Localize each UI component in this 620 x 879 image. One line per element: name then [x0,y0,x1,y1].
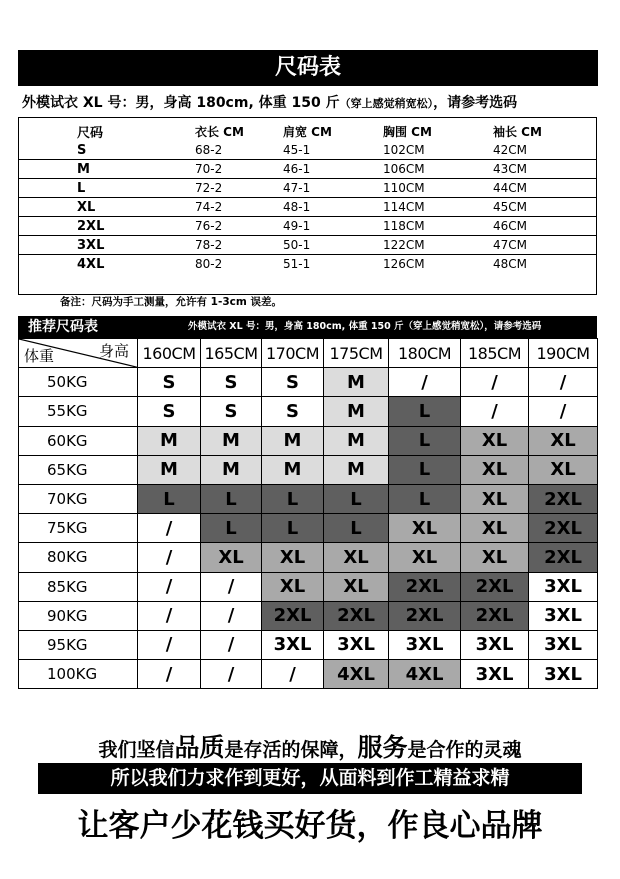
size-cell: 2XL [262,601,324,630]
size-cell: XL [529,426,598,455]
measurement-cell-length: 68-2 [195,141,283,160]
size-cell: L [389,397,461,426]
measurement-cell-shoulder: 46-1 [283,160,383,179]
size-cell: / [262,660,324,689]
size-cell: XL [461,426,529,455]
size-cell: L [138,484,201,513]
size-cell: XL [201,543,262,572]
weight-label: 95KG [19,630,138,659]
measurement-cell-sleeve: 42CM [493,141,596,160]
model-fit-paren: （穿上感觉稍宽松） [339,97,434,110]
measurement-row [19,141,596,160]
size-cell: 2XL [389,572,461,601]
measurement-row [19,160,596,179]
weight-label: 60KG [19,426,138,455]
measurement-cell-chest: 126CM [383,257,425,271]
measurement-cell-sleeve: 47CM [493,236,596,255]
header-chest: 胸围 CM [383,125,432,139]
measurement-cell-sleeve: 44CM [493,179,596,198]
measurement-cell-size: XL [19,198,195,217]
measurement-cell-sleeve: 45CM [493,198,596,217]
size-cell: L [262,484,324,513]
slogan-line-1 [0,728,620,764]
size-cell: 2XL [389,601,461,630]
size-cell: XL [529,455,598,484]
measurement-cell-shoulder: 45-1 [283,141,383,160]
measurement-cell-shoulder: 47-1 [283,179,383,198]
size-cell: L [201,484,262,513]
weight-label: 70KG [19,484,138,513]
size-cell: XL [461,484,529,513]
size-cell: / [138,543,201,572]
size-cell: XL [262,543,324,572]
model-fit-tail: ，请参考选码 [433,95,518,111]
recommend-row [19,484,598,513]
header-shoulder: 肩宽 CM [283,125,332,139]
recommend-body [19,368,598,689]
page-title: 尺码表 [18,50,598,86]
size-cell: 3XL [324,630,389,659]
size-cell: L [389,426,461,455]
measurement-cell-shoulder: 50-1 [283,236,383,255]
size-cell: XL [324,543,389,572]
size-cell: XL [389,514,461,543]
size-cell: / [201,601,262,630]
measurement-cell-chest: 114CM [383,198,493,217]
weight-label: 85KG [19,572,138,601]
recommend-header-bar [18,316,597,338]
size-cell: L [324,484,389,513]
slogan-1-part-1: 我们坚信 [98,739,175,761]
recommend-row [19,543,598,572]
measurement-cell-chest: 122CM [383,236,493,255]
measurement-cell-length: 72-2 [195,179,283,198]
recommend-size-table [18,338,598,689]
measurement-cell-size: 4XL [77,256,105,272]
model-fit-main: 外模试衣 XL 号：男，身高 180cm, 体重 150 斤 [22,95,340,111]
measurement-row [19,217,596,236]
size-cell: / [138,601,201,630]
size-cell: / [461,368,529,397]
size-cell: / [138,514,201,543]
measurement-row [19,179,596,198]
size-cell: XL [461,543,529,572]
corner-height-label: 身高 [98,342,129,360]
size-cell: M [324,368,389,397]
size-cell: 3XL [461,660,529,689]
measurement-cell-sleeve: 46CM [493,217,596,236]
size-cell: / [138,572,201,601]
measurement-table [19,122,596,273]
measurement-cell-size: 2XL [19,217,195,236]
recommend-row [19,368,598,397]
measurement-cell-size: M [19,160,195,179]
height-header: 175CM [324,339,389,368]
measurement-cell-length: 78-2 [195,236,283,255]
measurement-table-box [18,117,597,295]
size-cell: 2XL [461,601,529,630]
measurement-cell-chest: 118CM [383,217,493,236]
size-cell: 2XL [529,484,598,513]
recommend-row [19,455,598,484]
measurement-cell-chest: 102CM [383,141,493,160]
slogan-1-quality: 品质 [174,733,225,762]
slogan-line-2: 所以我们力求作到更好，从面料到作工精益求精 [38,763,582,794]
measurement-header-row [19,122,596,141]
size-cell: M [324,426,389,455]
size-cell: S [262,397,324,426]
size-cell: / [138,660,201,689]
weight-label: 90KG [19,601,138,630]
measurement-cell-chest: 106CM [383,160,493,179]
size-cell: / [201,660,262,689]
size-cell: L [201,514,262,543]
measurement-row [19,198,596,217]
measurement-cell-shoulder: 48-1 [283,198,383,217]
size-cell: 3XL [389,630,461,659]
size-cell: 3XL [529,660,598,689]
size-cell: 3XL [529,572,598,601]
size-cell: 3XL [529,601,598,630]
measurement-body [19,141,596,273]
size-cell: 3XL [461,630,529,659]
measurement-cell-length: 76-2 [195,217,283,236]
measurement-cell-sleeve: 43CM [493,160,596,179]
size-cell: XL [461,455,529,484]
recommend-row [19,660,598,689]
header-length: 衣长 CM [195,125,244,139]
size-cell: M [324,455,389,484]
header-sleeve: 袖长 CM [493,125,542,139]
recommend-row [19,601,598,630]
size-cell: / [529,397,598,426]
size-cell: M [262,426,324,455]
measurement-cell-shoulder: 49-1 [283,217,383,236]
size-cell: XL [461,514,529,543]
size-cell: / [461,397,529,426]
size-cell: 2XL [324,601,389,630]
slogan-line-3: 让客户少花钱买好货，作良心品牌 [77,808,543,844]
height-header: 185CM [461,339,529,368]
height-header: 170CM [262,339,324,368]
measurement-cell-size: 3XL [19,236,195,255]
size-cell: S [201,368,262,397]
weight-label: 50KG [19,368,138,397]
size-cell: XL [262,572,324,601]
height-header: 160CM [138,339,201,368]
measurement-cell-size: L [19,179,195,198]
size-cell: M [201,426,262,455]
size-cell: M [324,397,389,426]
weight-label: 75KG [19,514,138,543]
size-cell: / [201,572,262,601]
measurement-cell-shoulder: 51-1 [283,257,311,271]
slogan-1-part-5: 是合作的灵魂 [407,739,522,761]
recommend-row [19,397,598,426]
size-cell: S [262,368,324,397]
recommend-header-row [19,339,598,368]
size-cell: 2XL [529,514,598,543]
corner-cell [19,339,138,368]
size-cell: / [201,630,262,659]
recommend-row [19,630,598,659]
size-cell: 3XL [262,630,324,659]
recommend-title: 推荐尺码表 [28,319,98,335]
model-fit-note [22,92,612,112]
size-cell: XL [324,572,389,601]
measurement-cell-sleeve: 48CM [493,257,528,271]
recommend-row [19,514,598,543]
size-cell: 2XL [529,543,598,572]
measurement-row [19,255,596,274]
height-header: 180CM [389,339,461,368]
size-cell: S [138,397,201,426]
size-cell: XL [389,543,461,572]
size-cell: / [529,368,598,397]
slogan-1-part-3: 是存活的保障， [224,739,358,761]
measurement-cell-length: 74-2 [195,198,283,217]
measurement-cell-length: 80-2 [195,257,223,271]
size-cell: / [389,368,461,397]
recommend-row [19,572,598,601]
size-cell: M [138,455,201,484]
recommend-note: 外模试衣 XL 号：男，身高 180cm, 体重 150 斤（穿上感觉稍宽松），请参考选码 [188,321,542,332]
size-cell: 2XL [461,572,529,601]
size-cell: M [201,455,262,484]
header-size: 尺码 [77,126,104,141]
height-header: 190CM [529,339,598,368]
size-cell: / [138,630,201,659]
size-cell: M [262,455,324,484]
size-cell: L [389,484,461,513]
height-header: 165CM [201,339,262,368]
slogan-1-service: 服务 [357,733,408,762]
weight-label: 80KG [19,543,138,572]
weight-label: 55KG [19,397,138,426]
measurement-cell-size: S [19,141,195,160]
weight-label: 100KG [19,660,138,689]
size-cell: S [201,397,262,426]
weight-label: 65KG [19,455,138,484]
size-cell: M [138,426,201,455]
size-cell: 4XL [324,660,389,689]
measurement-cell-chest: 110CM [383,179,493,198]
size-cell: L [389,455,461,484]
corner-weight-label: 体重 [24,347,55,366]
measurement-cell-length: 70-2 [195,160,283,179]
size-cell: L [324,514,389,543]
measurement-footnote: 备注：尺码为手工测量，允许有 1-3cm 误差。 [60,296,282,308]
size-cell: 3XL [529,630,598,659]
measurement-row [19,236,596,255]
size-cell: S [138,368,201,397]
size-cell: L [262,514,324,543]
size-cell: 4XL [389,660,461,689]
recommend-row [19,426,598,455]
